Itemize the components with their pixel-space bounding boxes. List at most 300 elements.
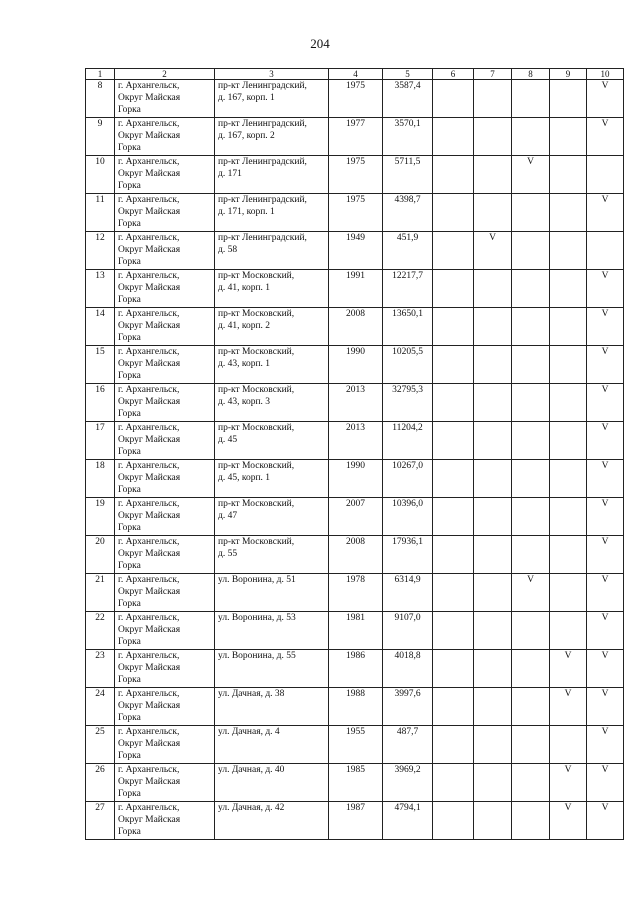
- registry-table: [85, 68, 624, 840]
- locality-cell: [115, 232, 215, 270]
- address-cell-text: ул. Дачная, д. 42: [218, 803, 285, 813]
- mark-cell-9: [550, 346, 587, 384]
- address-cell-text: пр-кт Московский, д. 45: [218, 423, 295, 445]
- area-cell: [383, 536, 433, 574]
- mark-cell-9: [550, 80, 587, 118]
- year-cell-text: 1990: [346, 461, 365, 471]
- year-cell: [329, 764, 383, 802]
- row-number: [86, 384, 115, 422]
- mark-cell-10: [587, 612, 624, 650]
- mark-cell-10: [587, 688, 624, 726]
- row-number-text: 24: [95, 689, 105, 699]
- address-cell: [215, 118, 329, 156]
- row-number-text: 18: [95, 461, 105, 471]
- area-cell: [383, 118, 433, 156]
- mark-cell-10: [587, 726, 624, 764]
- address-cell-text: пр-кт Ленинградский, д. 171, корп. 1: [218, 195, 307, 217]
- row-number-text: 17: [95, 423, 105, 433]
- row-number: [86, 118, 115, 156]
- table-row: [86, 612, 624, 650]
- area-cell-text: 3997,6: [394, 689, 421, 699]
- area-cell-text: 451,9: [396, 233, 419, 243]
- area-cell-text: 9107,0: [394, 613, 421, 623]
- year-cell: [329, 232, 383, 270]
- mark-cell-10-text: V: [601, 195, 609, 205]
- address-cell-text: ул. Воронина, д. 53: [218, 613, 296, 623]
- mark-cell-7-text: V: [489, 233, 496, 243]
- row-number-text: 21: [95, 575, 105, 585]
- locality-cell: [115, 574, 215, 612]
- mark-cell-9: [550, 498, 587, 536]
- table-row: [86, 688, 624, 726]
- table-body: [86, 80, 624, 840]
- table-row: [86, 498, 624, 536]
- row-number: [86, 346, 115, 384]
- area-cell-text: 3969,2: [394, 765, 421, 775]
- year-cell-text: 2007: [346, 499, 365, 509]
- area-cell-text: 13650,1: [392, 309, 423, 319]
- mark-cell-8: [512, 612, 550, 650]
- area-cell: [383, 650, 433, 688]
- area-cell-text: 32795,3: [392, 385, 423, 395]
- mark-cell-10: [587, 422, 624, 460]
- area-cell: [383, 194, 433, 232]
- mark-cell-8: [512, 422, 550, 460]
- row-number-text: 15: [95, 347, 105, 357]
- column-header: 7: [474, 69, 512, 80]
- locality-cell-text: г. Архангельск, Округ Майская Горка: [118, 423, 181, 457]
- year-cell: [329, 118, 383, 156]
- year-cell-text: 2013: [346, 423, 365, 433]
- address-cell: [215, 460, 329, 498]
- mark-cell-9-text: V: [564, 765, 572, 775]
- locality-cell-text: г. Архангельск, Округ Майская Горка: [118, 575, 181, 609]
- row-number-text: 19: [95, 499, 105, 509]
- mark-cell-10-text: V: [601, 803, 609, 813]
- address-cell-text: пр-кт Московский, д. 41, корп. 2: [218, 309, 295, 331]
- address-cell: [215, 270, 329, 308]
- mark-cell-10: [587, 232, 624, 270]
- mark-cell-10: [587, 498, 624, 536]
- row-number: [86, 498, 115, 536]
- mark-cell-7: [474, 726, 512, 764]
- locality-cell-text: г. Архангельск, Округ Майская Горка: [118, 385, 181, 419]
- year-cell-text: 2008: [346, 537, 365, 547]
- address-cell: [215, 574, 329, 612]
- mark-cell-10: [587, 460, 624, 498]
- year-cell-text: 1988: [346, 689, 365, 699]
- area-cell-text: 5711,5: [394, 157, 421, 167]
- mark-cell-9-text: V: [564, 689, 572, 699]
- row-number: [86, 802, 115, 840]
- address-cell: [215, 232, 329, 270]
- year-cell: [329, 802, 383, 840]
- row-number-text: 10: [95, 157, 105, 167]
- year-cell: [329, 688, 383, 726]
- year-cell-text: 1986: [346, 651, 365, 661]
- year-cell: [329, 536, 383, 574]
- address-cell: [215, 650, 329, 688]
- mark-cell-9: [550, 460, 587, 498]
- mark-cell-10-text: V: [601, 423, 609, 433]
- area-cell-text: 4398,7: [394, 195, 421, 205]
- mark-cell-10-text: V: [601, 651, 609, 661]
- row-number: [86, 156, 115, 194]
- address-cell-text: пр-кт Московский, д. 41, корп. 1: [218, 271, 295, 293]
- year-cell: [329, 498, 383, 536]
- mark-cell-8: [512, 308, 550, 346]
- mark-cell-6: [433, 726, 474, 764]
- address-cell: [215, 80, 329, 118]
- mark-cell-10-text: V: [601, 727, 609, 737]
- row-number: [86, 764, 115, 802]
- mark-cell-8: [512, 650, 550, 688]
- mark-cell-6: [433, 574, 474, 612]
- locality-cell: [115, 156, 215, 194]
- mark-cell-7: [474, 650, 512, 688]
- column-header: 9: [550, 69, 587, 80]
- table-row: [86, 460, 624, 498]
- mark-cell-6: [433, 612, 474, 650]
- row-number-text: 12: [95, 233, 105, 243]
- mark-cell-10-text: V: [601, 119, 609, 129]
- table-row: [86, 422, 624, 460]
- area-cell: [383, 574, 433, 612]
- mark-cell-6: [433, 232, 474, 270]
- table-row: [86, 156, 624, 194]
- locality-cell-text: г. Архангельск, Округ Майская Горка: [118, 347, 181, 381]
- address-cell-text: ул. Воронина, д. 55: [218, 651, 296, 661]
- area-cell: [383, 498, 433, 536]
- address-cell: [215, 536, 329, 574]
- mark-cell-10-text: V: [601, 537, 609, 547]
- area-cell-text: 4794,1: [394, 803, 421, 813]
- row-number: [86, 270, 115, 308]
- mark-cell-10: [587, 802, 624, 840]
- area-cell: [383, 688, 433, 726]
- year-cell-text: 1975: [346, 195, 365, 205]
- locality-cell-text: г. Архангельск, Округ Майская Горка: [118, 689, 181, 723]
- mark-cell-8: [512, 536, 550, 574]
- year-cell: [329, 650, 383, 688]
- address-cell-text: пр-кт Ленинградский, д. 167, корп. 1: [218, 81, 307, 103]
- locality-cell-text: г. Архангельск, Округ Майская Горка: [118, 499, 181, 533]
- row-number-text: 26: [95, 765, 105, 775]
- locality-cell: [115, 460, 215, 498]
- locality-cell-text: г. Архангельск, Округ Майская Горка: [118, 727, 181, 761]
- area-cell: [383, 308, 433, 346]
- page-number: 204: [310, 36, 330, 51]
- address-cell: [215, 194, 329, 232]
- mark-cell-6: [433, 80, 474, 118]
- row-number: [86, 232, 115, 270]
- address-cell-text: пр-кт Московский, д. 43, корп. 1: [218, 347, 295, 369]
- mark-cell-8: [512, 574, 550, 612]
- area-cell-text: 3570,1: [394, 119, 421, 129]
- mark-cell-10-text: V: [601, 461, 609, 471]
- mark-cell-10: [587, 650, 624, 688]
- mark-cell-7: [474, 270, 512, 308]
- address-cell: [215, 688, 329, 726]
- mark-cell-9: [550, 118, 587, 156]
- table-header-row: [86, 69, 624, 80]
- year-cell-text: 2013: [346, 385, 365, 395]
- mark-cell-8: [512, 118, 550, 156]
- mark-cell-9: [550, 308, 587, 346]
- row-number-text: 8: [97, 81, 103, 91]
- locality-cell-text: г. Архангельск, Округ Майская Горка: [118, 651, 181, 685]
- year-cell: [329, 80, 383, 118]
- row-number: [86, 194, 115, 232]
- address-cell: [215, 346, 329, 384]
- year-cell: [329, 156, 383, 194]
- mark-cell-8: [512, 764, 550, 802]
- year-cell: [329, 308, 383, 346]
- mark-cell-7: [474, 536, 512, 574]
- locality-cell: [115, 612, 215, 650]
- locality-cell: [115, 194, 215, 232]
- locality-cell: [115, 802, 215, 840]
- mark-cell-10: [587, 80, 624, 118]
- mark-cell-10: [587, 536, 624, 574]
- mark-cell-7: [474, 498, 512, 536]
- mark-cell-8: [512, 156, 550, 194]
- column-header: 10: [587, 69, 624, 80]
- locality-cell: [115, 80, 215, 118]
- row-number: [86, 726, 115, 764]
- address-cell: [215, 802, 329, 840]
- mark-cell-7: [474, 612, 512, 650]
- address-cell: [215, 612, 329, 650]
- mark-cell-10-text: V: [601, 385, 609, 395]
- table-row: [86, 232, 624, 270]
- mark-cell-6: [433, 308, 474, 346]
- row-number-text: 20: [95, 537, 105, 547]
- area-cell-text: 12217,7: [392, 271, 423, 281]
- mark-cell-6: [433, 194, 474, 232]
- row-number-text: 9: [97, 119, 103, 129]
- mark-cell-7: [474, 688, 512, 726]
- address-cell-text: пр-кт Московский, д. 47: [218, 499, 295, 521]
- address-cell: [215, 156, 329, 194]
- locality-cell: [115, 346, 215, 384]
- mark-cell-8: [512, 232, 550, 270]
- mark-cell-6: [433, 498, 474, 536]
- mark-cell-10-text: V: [601, 309, 609, 319]
- year-cell: [329, 612, 383, 650]
- mark-cell-9: [550, 764, 587, 802]
- table-row: [86, 650, 624, 688]
- locality-cell: [115, 270, 215, 308]
- year-cell-text: 1991: [346, 271, 365, 281]
- row-number-text: 23: [95, 651, 105, 661]
- mark-cell-10: [587, 194, 624, 232]
- year-cell-text: 1975: [346, 157, 365, 167]
- mark-cell-10-text: V: [601, 499, 609, 509]
- address-cell: [215, 384, 329, 422]
- mark-cell-7: [474, 384, 512, 422]
- area-cell-text: 4018,8: [394, 651, 421, 661]
- mark-cell-6: [433, 270, 474, 308]
- mark-cell-7: [474, 574, 512, 612]
- mark-cell-9: [550, 726, 587, 764]
- mark-cell-9: [550, 802, 587, 840]
- locality-cell-text: г. Архангельск, Округ Майская Горка: [118, 461, 181, 495]
- mark-cell-7: [474, 232, 512, 270]
- mark-cell-8: [512, 346, 550, 384]
- mark-cell-6: [433, 346, 474, 384]
- row-number: [86, 574, 115, 612]
- mark-cell-9: [550, 156, 587, 194]
- year-cell: [329, 574, 383, 612]
- row-number: [86, 422, 115, 460]
- mark-cell-10: [587, 764, 624, 802]
- column-header: 3: [215, 69, 329, 80]
- mark-cell-10-text: V: [601, 575, 609, 585]
- area-cell: [383, 384, 433, 422]
- address-cell-text: ул. Воронина, д. 51: [218, 575, 296, 585]
- locality-cell-text: г. Архангельск, Округ Майская Горка: [118, 233, 181, 267]
- area-cell-text: 11204,2: [392, 423, 423, 433]
- mark-cell-8: [512, 384, 550, 422]
- address-cell: [215, 726, 329, 764]
- column-header: 1: [86, 69, 115, 80]
- mark-cell-6: [433, 460, 474, 498]
- address-cell: [215, 422, 329, 460]
- mark-cell-8: [512, 802, 550, 840]
- mark-cell-7: [474, 308, 512, 346]
- area-cell: [383, 460, 433, 498]
- year-cell: [329, 346, 383, 384]
- mark-cell-8: [512, 688, 550, 726]
- year-cell-text: 1949: [346, 233, 365, 243]
- address-cell-text: пр-кт Московский, д. 55: [218, 537, 295, 559]
- row-number: [86, 612, 115, 650]
- row-number-text: 13: [95, 271, 105, 281]
- mark-cell-7: [474, 764, 512, 802]
- table-row: [86, 270, 624, 308]
- year-cell-text: 1987: [346, 803, 365, 813]
- locality-cell: [115, 764, 215, 802]
- mark-cell-10: [587, 346, 624, 384]
- year-cell: [329, 422, 383, 460]
- mark-cell-10: [587, 384, 624, 422]
- mark-cell-10-text: V: [601, 613, 609, 623]
- area-cell-text: 10396,0: [392, 499, 423, 509]
- year-cell-text: 1990: [346, 347, 365, 357]
- address-cell-text: пр-кт Ленинградский, д. 167, корп. 2: [218, 119, 307, 141]
- area-cell: [383, 270, 433, 308]
- table-row: [86, 764, 624, 802]
- mark-cell-9: [550, 270, 587, 308]
- column-header: 6: [433, 69, 474, 80]
- area-cell: [383, 80, 433, 118]
- locality-cell: [115, 384, 215, 422]
- mark-cell-10-text: V: [601, 271, 609, 281]
- area-cell-text: 10205,5: [392, 347, 423, 357]
- mark-cell-7: [474, 156, 512, 194]
- address-cell-text: ул. Дачная, д. 40: [218, 765, 285, 775]
- area-cell: [383, 156, 433, 194]
- mark-cell-10: [587, 156, 624, 194]
- mark-cell-10-text: V: [601, 765, 609, 775]
- year-cell-text: 1955: [346, 727, 365, 737]
- locality-cell: [115, 118, 215, 156]
- mark-cell-9: [550, 574, 587, 612]
- mark-cell-9: [550, 650, 587, 688]
- mark-cell-9: [550, 422, 587, 460]
- column-header: 4: [329, 69, 383, 80]
- row-number-text: 27: [95, 803, 105, 813]
- locality-cell-text: г. Архангельск, Округ Майская Горка: [118, 119, 181, 153]
- mark-cell-7: [474, 118, 512, 156]
- mark-cell-7: [474, 460, 512, 498]
- mark-cell-7: [474, 802, 512, 840]
- locality-cell: [115, 726, 215, 764]
- address-cell: [215, 308, 329, 346]
- locality-cell: [115, 498, 215, 536]
- address-cell-text: пр-кт Ленинградский, д. 171: [218, 157, 307, 179]
- address-cell-text: пр-кт Московский, д. 43, корп. 3: [218, 385, 295, 407]
- address-cell-text: ул. Дачная, д. 38: [218, 689, 285, 699]
- locality-cell: [115, 688, 215, 726]
- table-row: [86, 536, 624, 574]
- table-row: [86, 726, 624, 764]
- address-cell: [215, 764, 329, 802]
- mark-cell-6: [433, 764, 474, 802]
- mark-cell-8: [512, 270, 550, 308]
- row-number: [86, 650, 115, 688]
- mark-cell-10-text: V: [601, 689, 609, 699]
- address-cell-text: ул. Дачная, д. 4: [218, 727, 280, 737]
- locality-cell: [115, 536, 215, 574]
- year-cell-text: 1977: [346, 119, 365, 129]
- area-cell-text: 3587,4: [394, 81, 421, 91]
- year-cell: [329, 460, 383, 498]
- year-cell-text: 2008: [346, 309, 365, 319]
- address-cell-text: пр-кт Ленинградский, д. 58: [218, 233, 307, 255]
- row-number-text: 11: [95, 195, 105, 205]
- year-cell-text: 1985: [346, 765, 365, 775]
- year-cell: [329, 270, 383, 308]
- area-cell: [383, 346, 433, 384]
- locality-cell: [115, 308, 215, 346]
- area-cell: [383, 232, 433, 270]
- row-number-text: 16: [95, 385, 105, 395]
- address-cell-text: пр-кт Московский, д. 45, корп. 1: [218, 461, 295, 483]
- row-number-text: 14: [95, 309, 105, 319]
- row-number: [86, 460, 115, 498]
- table-row: [86, 802, 624, 840]
- mark-cell-9: [550, 688, 587, 726]
- mark-cell-6: [433, 422, 474, 460]
- locality-cell: [115, 422, 215, 460]
- locality-cell-text: г. Архангельск, Округ Майская Горка: [118, 195, 181, 229]
- year-cell-text: 1981: [346, 613, 365, 623]
- mark-cell-9-text: V: [564, 651, 572, 661]
- row-number: [86, 80, 115, 118]
- mark-cell-7: [474, 346, 512, 384]
- column-header: 8: [512, 69, 550, 80]
- table-row: [86, 80, 624, 118]
- mark-cell-9: [550, 232, 587, 270]
- mark-cell-10-text: V: [601, 347, 609, 357]
- mark-cell-9: [550, 384, 587, 422]
- mark-cell-8-text: V: [527, 575, 534, 585]
- row-number-text: 22: [95, 613, 105, 623]
- locality-cell-text: г. Архангельск, Округ Майская Горка: [118, 157, 181, 191]
- area-cell-text: 6314,9: [394, 575, 421, 585]
